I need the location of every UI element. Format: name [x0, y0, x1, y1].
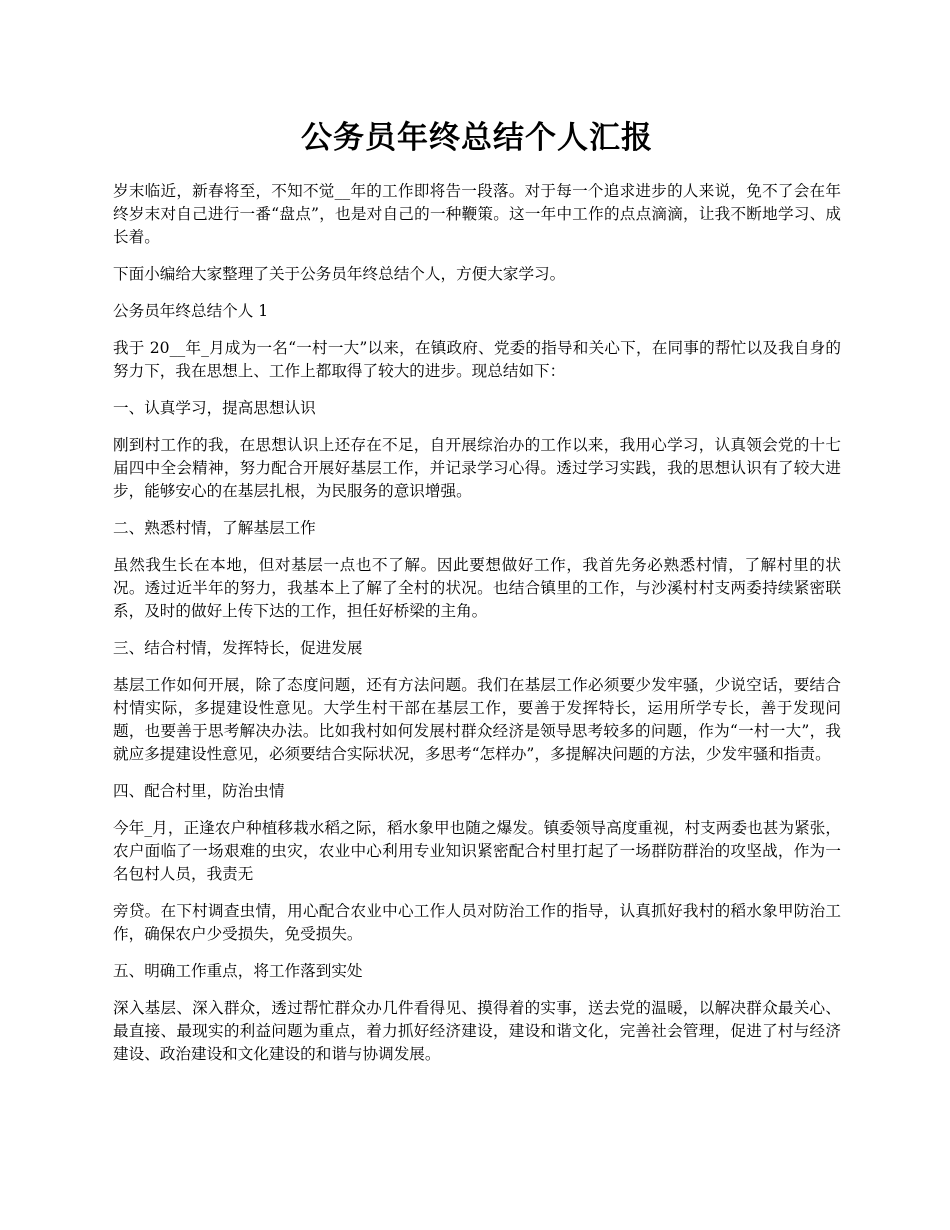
paragraph-study: 刚到村工作的我，在思想认识上还存在不足，自开展综治办的工作以来，我用心学习，认真领会党的十七届四中全会精神，努力配合开展好基层工作，并记录学习心得。透过学习实践，我的思想认识有了较大进步，能够安心的在基层扎根，为民服务的意识增强。 — [113, 436, 841, 500]
paragraph-pest-control: 今年_月，正逢农户种植移栽水稻之际，稻水象甲也随之爆发。镇委领导高度重视，村支两委也甚为紧张，农户面临了一场艰难的虫灾，农业中心利用专业知识紧密配合村里打起了一场群防群治的攻坚战，作为一名包村人员，我责无 — [113, 819, 841, 883]
paragraph-village: 虽然我生长在本地，但对基层一点也不了解。因此要想做好工作，我首先务必熟悉村情，了解村里的状况。透过近半年的努力，我基本上了解了全村的状况。也结合镇里的工作，与沙溪村村支两委持续紧密联系，及时的做好上传下达的工作，担任好桥梁的主角。 — [113, 556, 841, 620]
paragraph-pest-control-cont: 旁贷。在下村调查虫情，用心配合农业中心工作人员对防治工作的指导，认真抓好我村的稻水象甲防治工作，确保农户少受损失，免受损失。 — [113, 902, 841, 943]
paragraph-intro: 岁末临近，新春将至，不知不觉__年的工作即将告一段落。对于每一个追求进步的人来说，免不了会在年终岁末对自己进行一番“盘点”，也是对自己的一种鞭策。这一年中工作的点点滴滴，让我不断地学习、成长着。 — [113, 182, 841, 246]
section-heading-summary-1: 公务员年终总结个人 1 — [113, 302, 269, 320]
paragraph-editor-note: 下面小编给大家整理了关于公务员年终总结个人，方便大家学习。 — [113, 265, 566, 283]
subheading-study: 一、认真学习，提高思想认识 — [113, 399, 316, 417]
document-page — [113, 118, 841, 1080]
subheading-work-focus: 五、明确工作重点，将工作落到实处 — [113, 962, 363, 980]
subheading-development: 三、结合村情，发挥特长，促进发展 — [113, 639, 363, 657]
paragraph-development: 基层工作如何开展，除了态度问题，还有方法问题。我们在基层工作必须要少发牢骚，少说空话，要结合村情实际，多提建设性意见。大学生村干部在基层工作，要善于发挥特长，运用所学专长，善于发现问题，也要善于思考解决办法。比如我村如何发展村群众经济是领导思考较多的问题，作为“一村一大”，我就应多提建设性意见，必须要结合实际状况，多思考“怎样办”，多提解决问题的方法，少发牢骚和指责。 — [113, 676, 841, 763]
document-title: 公务员年终总结个人汇报 — [301, 120, 653, 156]
subheading-pest-control: 四、配合村里，防治虫情 — [113, 782, 285, 800]
subheading-village: 二、熟悉村情，了解基层工作 — [113, 519, 316, 537]
paragraph-work-focus: 深入基层、深入群众，透过帮忙群众办几件看得见、摸得着的实事，送去党的温暖，以解决群众最关心、最直接、最现实的利益问题为重点，着力抓好经济建设，建设和谐文化，完善社会管理，促进了村与经济建设、政治建设和文化建设的和谐与协调发展。 — [113, 999, 841, 1063]
paragraph-opening: 我于 20__年_月成为一名“一村一大”以来，在镇政府、党委的指导和关心下，在同事的帮忙以及我自身的努力下，我在思想上、工作上都取得了较大的进步。现总结如下： — [113, 339, 841, 380]
